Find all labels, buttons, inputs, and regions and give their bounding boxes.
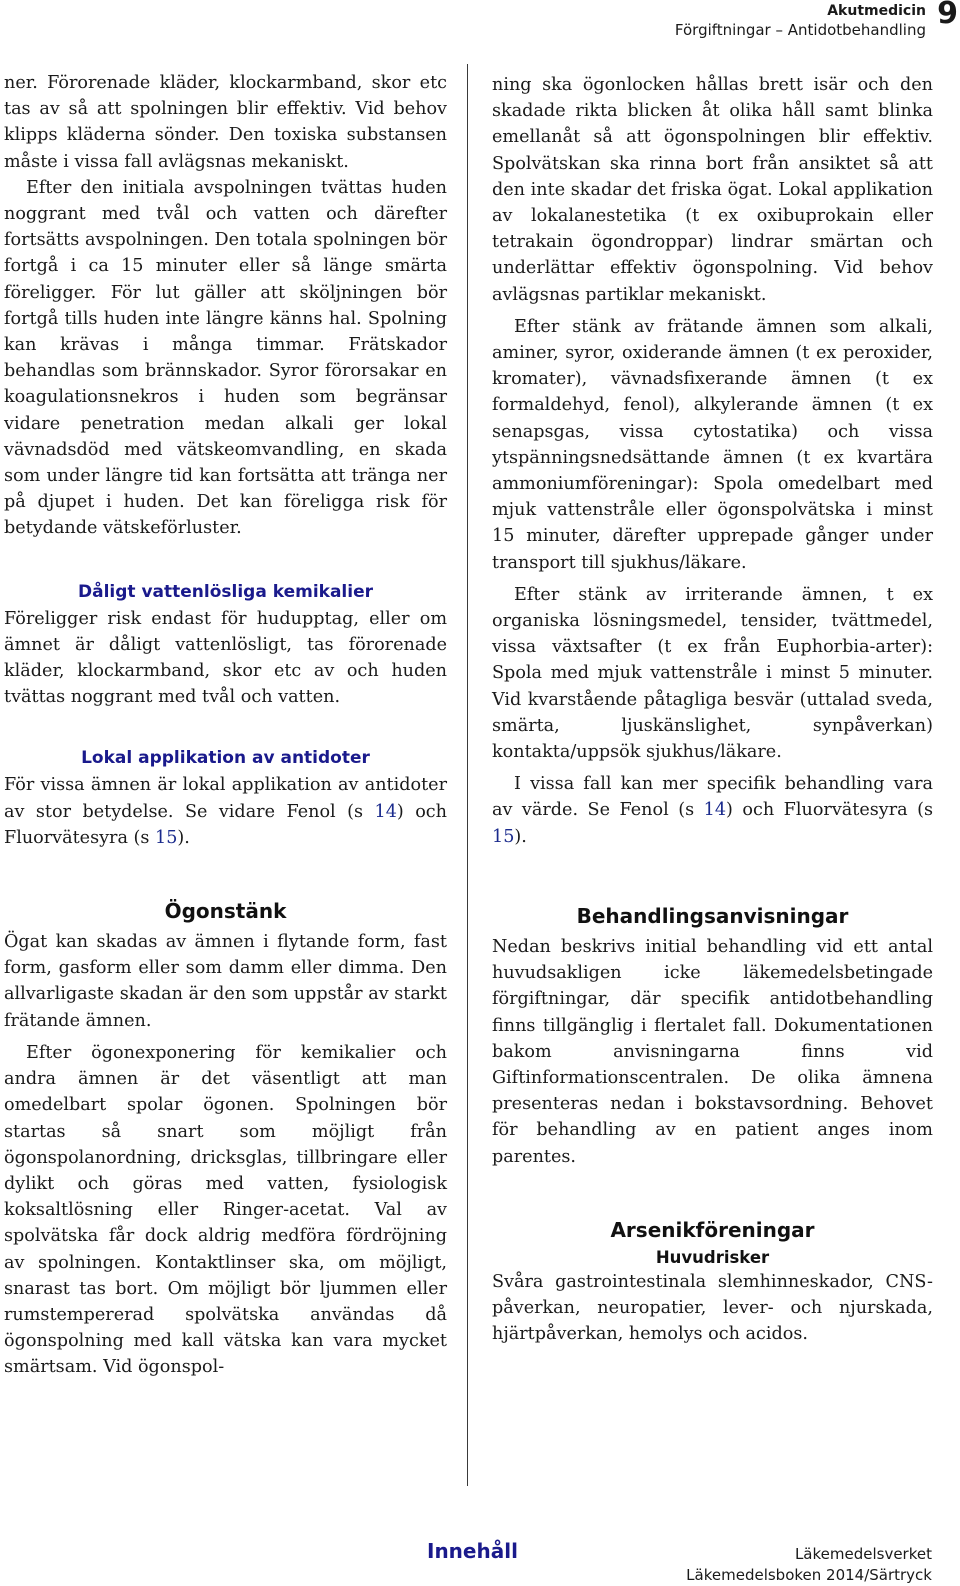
header-section: Akutmedicin	[827, 3, 926, 19]
footer-publisher: Läkemedelsverket	[794, 1545, 932, 1563]
local-text-c: ).	[177, 827, 190, 848]
treatment-paragraph: Nedan beskrivs initial behandling vid ett antal huvudsakligen icke läkemedelsbetingade förgiftningar, där specifik antidotbehandling finns tillgänglig i flertalet fall. Dokumentationen bakom anvisningarna finns vid Giftinformationscentralen. De olika ämnena presenteras nedan i bokstavsordning. Behovet för behandling av en patient anges inom parentes.	[492, 936, 933, 1167]
specific-treatment-paragraph	[492, 771, 933, 850]
insoluble-paragraph: Föreligger risk endast för hudupptag, eller om ämnet är dåligt vattenlösligt, tas förorenade kläder, klockarmband, skor etc av och huden tvättas noggrant med tvål och vatten.	[4, 608, 447, 708]
local-text-b: ) och Fluorvätesyra (s	[4, 801, 447, 848]
local-text-a: För vissa ämnen är lokal applikation av antidoter av stor betydelse. Se vidare Fenol (s	[4, 775, 447, 822]
page-link-fluorvatesyra-2[interactable]: 15	[492, 826, 515, 847]
page-link-fluorvatesyra[interactable]: 15	[155, 827, 178, 848]
heading-eye-splash: Ögonstänk	[164, 899, 287, 924]
eye-paragraph-1: Ögat kan skadas av ämnen i flytande form, fast form, gasform eller som damm eller dimma. Den allvarligaste skadan är den som uppstår av starkt frätande ämnen.	[4, 932, 447, 1031]
eye-continuation-paragraph: ning ska ögonlocken hållas brett isär och den skadade rikta blicken åt olika håll samt blinka emellanåt så att ögonspolningen blir effektiv. Spolvätskan ska rinna bort från ansiktet så att den inte skadar det friska ögat. Lokal applikation av lokalanestetika (t ex oxibuprokain eller tetrakain ögondroppar) lindrar smärtan och underlättar effektiv ögonspolning. Vid behov avlägsnas partiklar mekaniskt.	[492, 75, 933, 305]
skin-paragraph: Efter den initiala avspolningen tvättas huden noggrant med tvål och vatten och därefter fortsätts avspolningen. Den totala spolningen bör fortgå i ca 15 minuter eller så länge smärta föreligger. För lut gäller att sköljningen bör fortgå tills huden inte längre känns hal. Spolning kan krävas i många timmar. Frätskador behandlas som brännskador. Syror förorsakar en koagulationsnekros i huden som begränsar vidare penetration medan alkali ger lokal vävnadsdöd med vätskeomvandling, en skada som under längre tid kan fortsätta att tränga ner på djupet i huden. Det kan föreligga risk för betydande vätskeförluster.	[4, 177, 447, 539]
footer-publisher-block	[686, 1544, 932, 1586]
eye-paragraph-2: Efter ögonexponering för kemikalier och andra ämnen är det väsentligt att man omedelbart spolar ögonen. Spolningen bör startas så snart som möjligt från ögonspolanordning, dricksglas, tillbringare eller dylikt och göras med vatten, fysiologisk koksaltlösning eller Ringer-acetat. Val av spolvätska får dock aldrig medföra fördröjning av spolningen. Kontaktlinser ska, om möjligt, snarast tas bort. Om möjligt bör ljummen eller rumstempererad spolvätska användas då ögonspolning med kall vätska kan vara mycket smärtsam. Vid ögonspol-	[4, 1042, 447, 1378]
page-number: 9	[937, 0, 958, 31]
running-header	[675, 0, 926, 40]
local-application-paragraph	[4, 772, 447, 851]
right-column	[492, 72, 933, 1347]
column-divider	[467, 64, 468, 1486]
heading-arsenic-compounds: Arsenikföreningar	[610, 1217, 815, 1242]
risks-paragraph: Svåra gastrointestinala slemhinneskador, CNS-påverkan, neuropatier, lever- och njurskada, hjärtpåverkan, hemolys och acidos.	[492, 1271, 933, 1345]
intro-paragraph: ner. Förorenade kläder, klockarmband, skor etc tas av så att spolningen blir effektiv. Vid behov klipps kläderna sönder. Den toxiska substansen måste i vissa fall avlägsnas mekaniskt.	[4, 73, 447, 172]
specific-text-c: ).	[514, 826, 527, 847]
heading-insoluble-chemicals: Dåligt vattenlösliga kemikalier	[78, 581, 373, 602]
header-subsection: Förgiftningar – Antidotbehandling	[674, 21, 926, 39]
specific-text-a: I vissa fall kan mer specifik behandling vara av värde. Se Fenol (s	[492, 774, 933, 821]
subheading-main-risks: Huvudrisker	[655, 1247, 770, 1267]
heading-local-application: Lokal applikation av antidoter	[81, 748, 370, 769]
page-link-fenol-2[interactable]: 14	[703, 800, 727, 821]
corrosive-paragraph: Efter stänk av frätande ämnen som alkali, aminer, syror, oxiderande ämnen (t ex peroxider, kromater), vävnadsfixerande ämnen (t ex formaldehyd, fenol), alkylerande ämnen (t ex senapsgas, vissa cytostatika) och vissa ytspänningsnedsättande ämnen (t ex kvartära ammoniumföreningar): Spola omedelbart med mjuk vattenstråle eller ögonspolvätska i minst 15 minuter, därefter upprepade gånger under transport till sjukhus/läkare.	[492, 316, 933, 573]
contents-link[interactable]: Innehåll	[427, 1539, 518, 1563]
irritant-paragraph: Efter stänk av irriterande ämnen, t ex organiska lösningsmedel, tensider, tvättmedel, vissa växtsafter (t ex från Euphorbia-arter): Spola med mjuk vattenstråle i minst 5 minuter. Vid kvarstående påtagliga besvär (uttalad sveda, smärta, ljuskänslighet, synpåverkan) kontakta/uppsök sjukhus/läkare.	[492, 584, 933, 763]
page-link-fenol[interactable]: 14	[374, 801, 397, 822]
specific-text-b: ) och Fluorvätesyra (s	[726, 800, 934, 821]
heading-treatment-instructions: Behandlingsanvisningar	[576, 903, 849, 928]
footer-edition: Läkemedelsboken 2014/Särtryck	[686, 1566, 932, 1584]
left-column	[4, 70, 447, 1381]
